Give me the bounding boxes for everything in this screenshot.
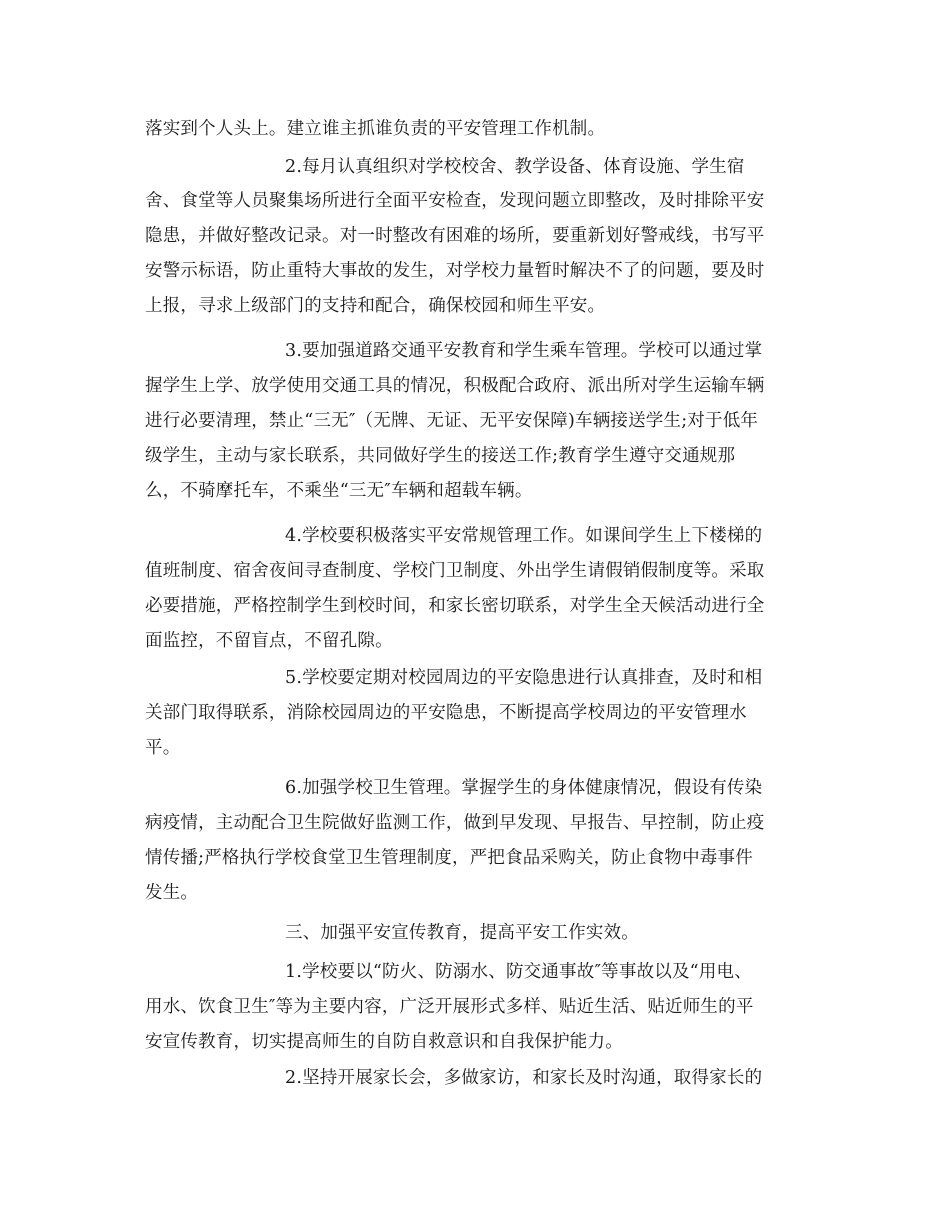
text-line: 2.坚持开展家长会，多做家访，和家长及时沟通，取得家长的 [285, 1068, 763, 1088]
text-line: 发生。 [145, 883, 199, 903]
text-line: 用水、饮食卫生″等为主要内容，广泛开展形式多样、贴近生活、贴近师生的平 [145, 997, 754, 1017]
text-line: 3.要加强道路交通平安教育和学生乘车管理。学校可以通过掌 [285, 341, 763, 361]
text-line: 4.学校要积极落实平安常规管理工作。如课间学生上下楼梯的 [285, 526, 763, 546]
text-line: 5.学校要定期对校园周边的平安隐患进行认真排查，及时和相 [285, 668, 763, 688]
text-line: 隐患，并做好整改记录。对一时整改有困难的场所，要重新划好警戒线，书写平 [145, 226, 765, 246]
text-line: 级学生，主动与家长联系，共同做好学生的接送工作;教育学生遵守交通规那 [145, 446, 736, 466]
text-line: 么，不骑摩托车，不乘坐“三无″车辆和超载车辆。 [145, 481, 533, 501]
text-line: 病疫情，主动配合卫生院做好监测工作，做到早发现、早报告、早控制，防止疫 [145, 813, 765, 833]
text-line: 进行必要清理，禁止“三无″（无牌、无证、无平安保障)车辆接送学生;对于低年 [145, 411, 759, 431]
text-line: 关部门取得联系，消除校园周边的平安隐患，不断提高学校周边的平安管理水 [145, 703, 747, 723]
text-line: 2.每月认真组织对学校校舍、教学设备、体育设施、学生宿 [285, 157, 745, 177]
text-line: 握学生上学、放学使用交通工具的情况，积极配合政府、派出所对学生运输车辆 [145, 376, 765, 396]
text-line: 值班制度、宿舍夜间寻查制度、学校门卫制度、外出学生请假销假制度等。采取 [145, 561, 765, 581]
text-line: 6.加强学校卫生管理。掌握学生的身体健康情况，假设有传染 [285, 778, 763, 798]
text-line: 安宣传教育，切实提高师生的自防自救意识和自我保护能力。 [145, 1032, 623, 1052]
text-line: 1.学校要以“防火、防溺水、防交通事故″等事故以及“用电、 [285, 962, 752, 982]
text-line: 必要措施，严格控制学生到校时间，和家长密切联系，对学生全天候活动进行全 [145, 596, 765, 616]
text-line: 舍、食堂等人员聚集场所进行全面平安检查，发现问题立即整改，及时排除平安 [145, 191, 765, 211]
section-heading: 三、加强平安宣传教育，提高平安工作实效。 [285, 923, 639, 943]
text-line: 上报，寻求上级部门的支持和配合，确保校园和师生平安。 [145, 296, 606, 316]
text-line: 平。 [145, 738, 181, 758]
text-line: 落实到个人头上。建立谁主抓谁负责的平安管理工作机制。 [145, 119, 606, 139]
text-line: 安警示标语，防止重特大事故的发生，对学校力量暂时解决不了的问题，要及时 [145, 261, 765, 281]
text-line: 情传播;严格执行学校食堂卫生管理制度，严把食品采购关，防止食物中毒事件 [145, 848, 753, 868]
text-line: 面监控，不留盲点，不留孔隙。 [145, 631, 393, 651]
